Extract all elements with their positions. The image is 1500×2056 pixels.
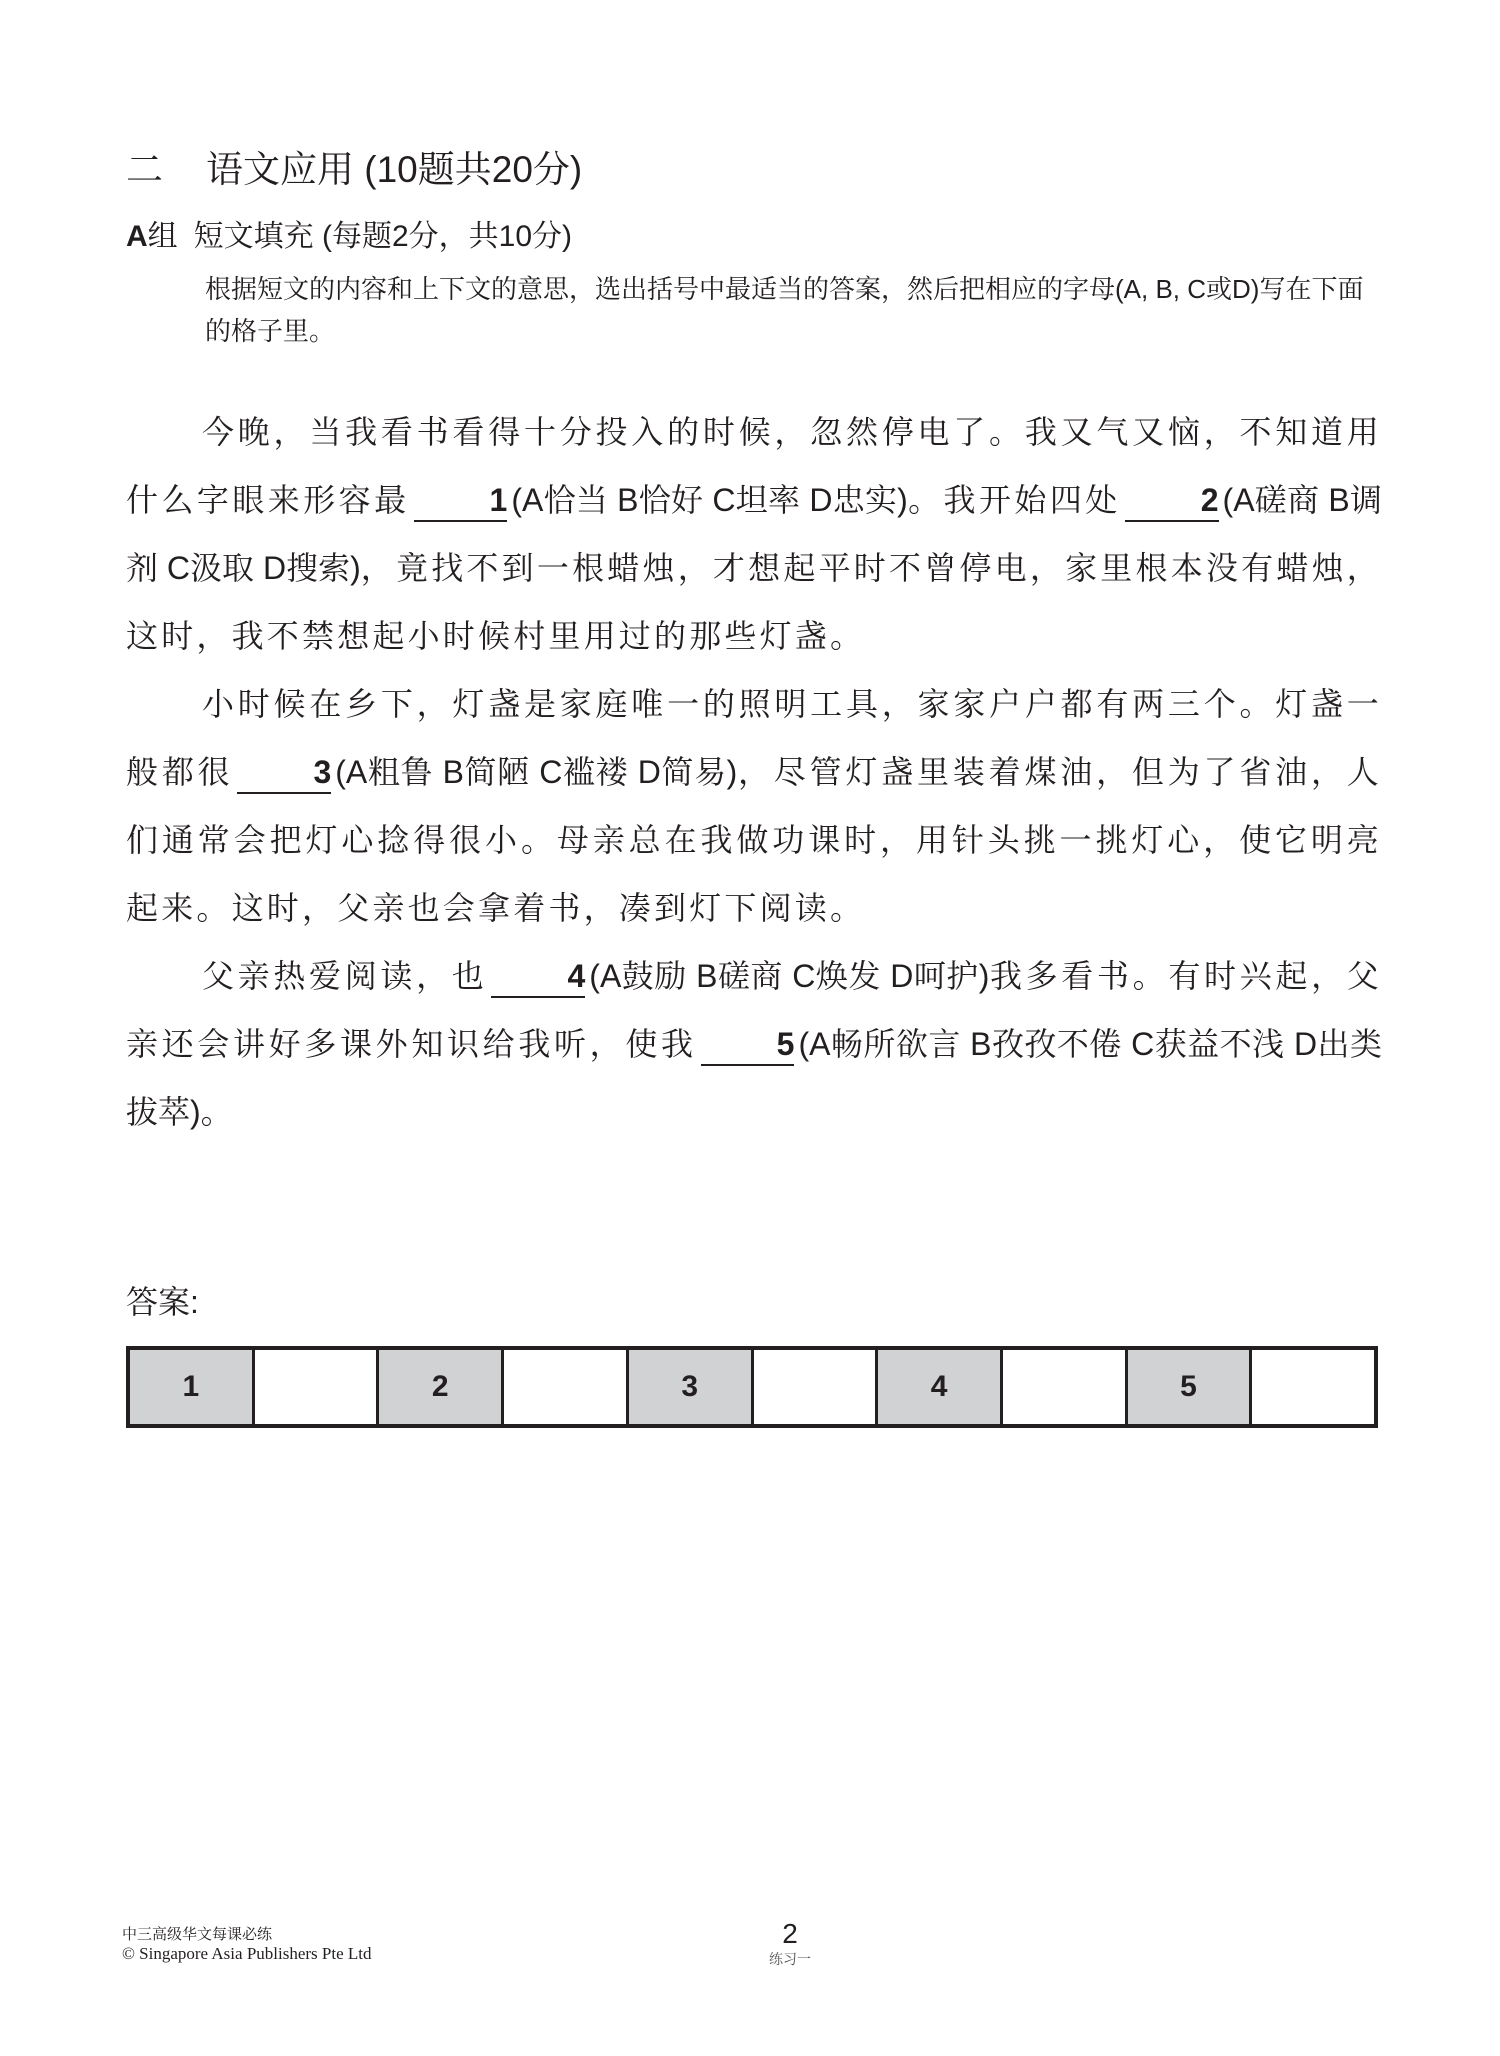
blank-1: 1 (414, 480, 508, 522)
book-title: 中三高级华文每课必练 (122, 1925, 273, 1943)
answer-input-cell-4[interactable] (1003, 1350, 1128, 1424)
group-title (126, 218, 572, 256)
footer-left (122, 1924, 372, 1964)
answer-number-cell: 5 (1128, 1350, 1253, 1424)
options-1: (A恰当 B恰好 C坦率 D忠实) (511, 482, 908, 518)
passage-text: 父亲热爱阅读，也 (202, 957, 488, 995)
paragraph-1 (126, 398, 1382, 670)
passage-text: 。我开始四处 (907, 481, 1121, 519)
chapter-label: 练习一 (769, 1952, 811, 1968)
group-label: A (126, 220, 148, 253)
passage-text: 今晚，当我看书看得十分投入的时候，忽然停电了。我又气又恼，不知道用什么字眼来形容最 (126, 413, 1382, 519)
answer-number-cell: 1 (130, 1350, 255, 1424)
options-4: (A鼓励 B磋商 C焕发 D呵护) (589, 958, 990, 994)
blank-4: 4 (491, 956, 585, 998)
footer-center (730, 1918, 850, 1970)
answer-input-cell-3[interactable] (754, 1350, 879, 1424)
passage-text: ，竟找不到一根蜡烛，才想起平时不曾停电，家里根本没有蜡烛，这时，我不禁想起小时候村里用过的那些灯盏。 (126, 549, 1382, 655)
section-heading: 语文应用 (10题共20分) (206, 149, 583, 190)
passage-text: 我多看书。有时兴起，父亲还会讲好多课外知识给我听，使我 (126, 957, 1382, 1063)
passage-text: 。 (200, 1093, 236, 1131)
copyright: © Singapore Asia Publishers Pte Ltd (122, 1944, 372, 1963)
paragraph-2 (126, 670, 1382, 942)
passage (126, 398, 1382, 1146)
answer-number-cell: 2 (379, 1350, 504, 1424)
answer-input-cell-1[interactable] (255, 1350, 380, 1424)
blank-5: 5 (701, 1024, 795, 1066)
instructions: 根据短文的内容和上下文的意思，选出括号中最适当的答案，然后把相应的字母(A, B, C或D)写在下面的格子里。 (205, 274, 1364, 346)
group-label-suffix: 组 (147, 220, 178, 253)
answer-number-cell: 4 (878, 1350, 1003, 1424)
answer-number-cell: 3 (629, 1350, 754, 1424)
answer-input-cell-2[interactable] (504, 1350, 629, 1424)
answer-input-cell-5[interactable] (1252, 1350, 1374, 1424)
blank-2: 2 (1125, 480, 1219, 522)
answer-table (126, 1346, 1378, 1428)
page-number: 2 (782, 1918, 798, 1949)
options-3: (A粗鲁 B简陋 C褴褛 D简易) (335, 754, 738, 790)
passage-text: 小时候在乡下，灯盏是家庭唯一的照明工具，家家户户都有两三个。灯盏一般都很 (126, 685, 1382, 791)
section-number: 二 (126, 149, 163, 190)
passage-text: ，尽管灯盏里装着煤油，但为了省油，人们通常会把灯心捻得很小。母亲总在我做功课时，用针头挑一挑灯心，使它明亮起来。这时，父亲也会拿着书，凑到灯下阅读。 (126, 753, 1382, 927)
answer-label: 答案: (126, 1284, 199, 1320)
blank-3: 3 (237, 752, 331, 794)
section-title (126, 148, 582, 192)
group-heading: 短文填充 (每题2分，共10分) (193, 220, 573, 253)
options-5: (A畅所欲言 B孜孜不倦 C获益不浅 D出类拔萃) (126, 1026, 1382, 1130)
options-2: (A磋商 B调剂 C汲取 D搜索) (126, 482, 1382, 586)
paragraph-3 (126, 942, 1382, 1146)
